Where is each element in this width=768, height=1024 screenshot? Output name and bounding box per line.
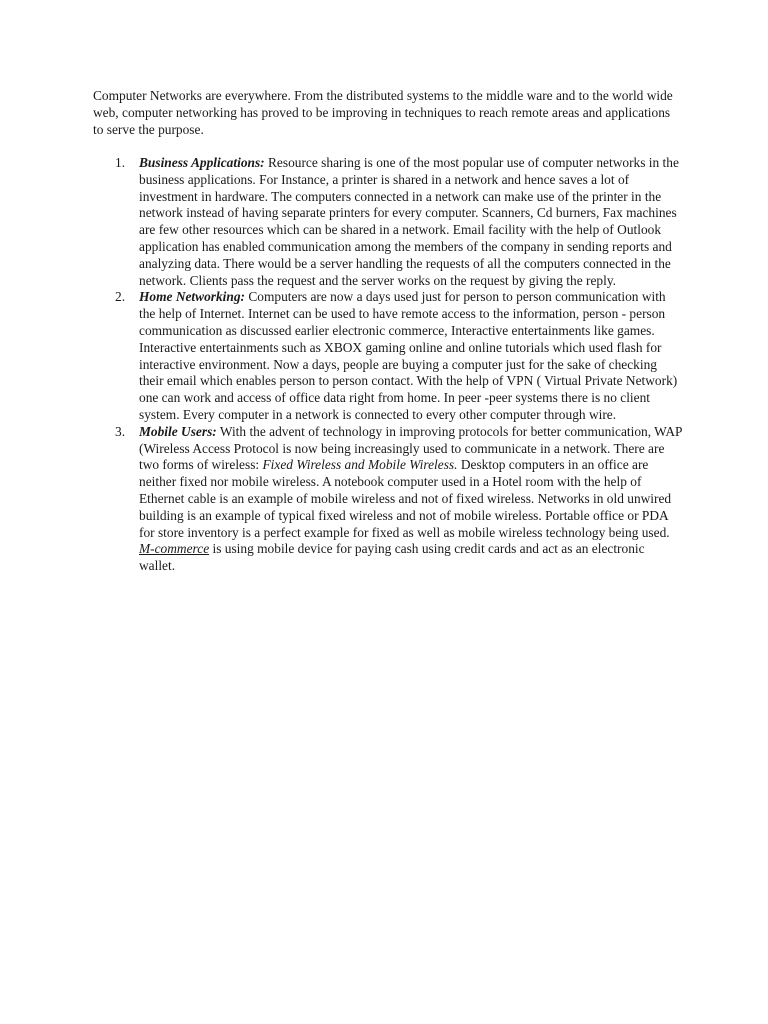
item-text: is using mobile device for paying cash using credit cards and act as an electronic wallet. xyxy=(139,541,645,574)
item-heading: Business Applications: xyxy=(139,155,265,170)
list-item-mobile-users xyxy=(93,424,683,575)
list-number: 2. xyxy=(115,289,126,305)
list-number: 3. xyxy=(115,423,126,439)
item-text: With the advent of technology in improving protocols for better communication, WAP (Wireless Access Protocol is now being increasingly used to communicate in a network. There are two forms of wireless: xyxy=(139,423,682,473)
item-text: Computers are now a days used just for person to person communication with the help of Internet. Internet can be used to have remote access to the information, person - person communication as discussed earlier electronic commerce, Interactive entertainments like games. Interactive entertainments such as XBOX gaming online and online tutorials which used flash for interactive environment. Now a days, people are buying a computer just for the sake of checking their email which enables person to person contact. With the help of VPN ( Virtual Private Network) one can work and access of office data right from home. In peer -peer systems there is no client system. Every computer in a network is connected to every other computer through wire. xyxy=(139,289,678,422)
item-text: Desktop computers in an office are neither fixed nor mobile wireless. A notebook computer used in a Hotel room with the help of Ethernet cable is an example of mobile wireless and not of fixed wireless. Networks in old unwired building is an example of typical fixed wireless and not of mobile wireless. Portable office or PDA for store inventory is a perfect example for fixed as well as mobile wireless technology being used. xyxy=(139,457,672,540)
underlined-term: M-commerce xyxy=(139,541,210,557)
list-item-home-networking xyxy=(93,289,683,423)
list-item-business-applications xyxy=(93,155,683,289)
item-heading: Mobile Users: xyxy=(139,423,217,439)
numbered-list xyxy=(93,155,683,575)
item-heading: Home Networking: xyxy=(139,289,246,305)
item-text: Resource sharing is one of the most popular use of computer networks in the business applications. For Instance, a printer is shared in a network and hence saves a lot of investment in hardware. The computers connected in a network can make use of the printer in the network instead of having separate printers for every computer. Scanners, Cd burners, Fax machines are few other resources which can be shared in a network. Email facility with the help of Outlook application has enabled communication among the members of the company in sending reports and analyzing data. There would be a server handling the requests of all the computers connected in the network. Clients pass the request and the server works on the request by giving the reply. xyxy=(139,155,679,288)
italic-term: Fixed Wireless and Mobile Wireless. xyxy=(262,457,458,473)
intro-paragraph: Computer Networks are everywhere. From the distributed systems to the middle ware and to the world wide web, computer networking has proved to be improving in techniques to reach remote areas and applications to serve the purpose. xyxy=(93,88,673,137)
list-number: 1. xyxy=(115,155,126,170)
